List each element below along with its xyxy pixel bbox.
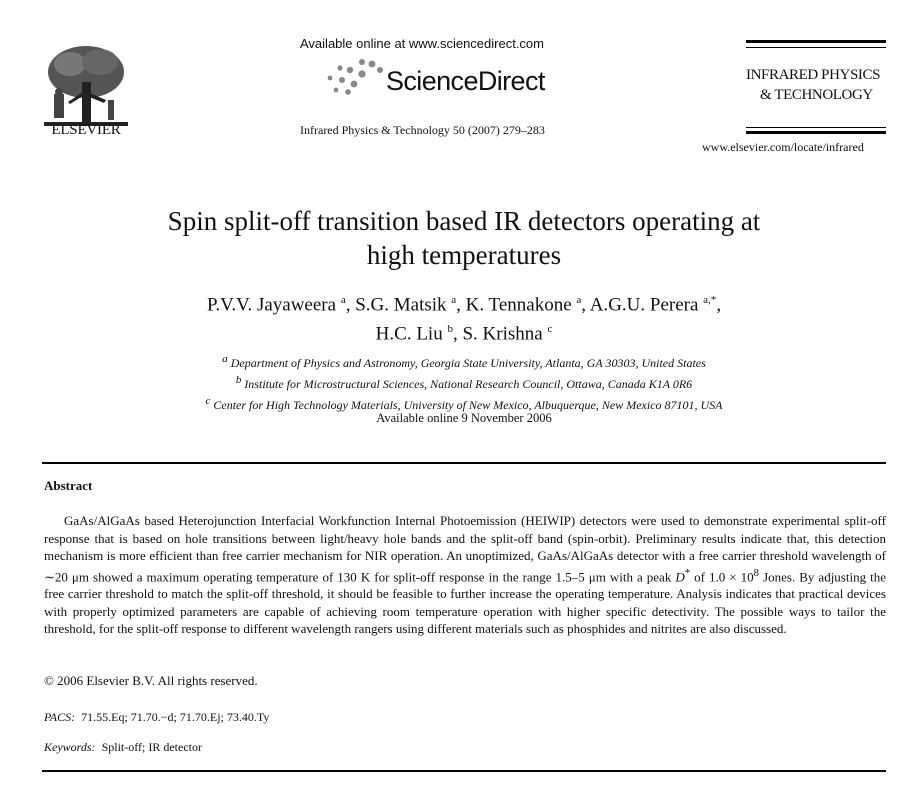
author-affil-mark: a: [340, 294, 346, 306]
affiliation-text: Center for High Technology Materials, University of New Mexico, Albuquerque, New Mexico 87101, USA: [213, 398, 723, 412]
copyright-notice: © 2006 Elsevier B.V. All rights reserved.: [44, 673, 258, 688]
journal-name-line1: INFRARED PHYSICS: [746, 67, 881, 83]
affiliations: [100, 351, 828, 414]
journal-citation: Infrared Physics & Technology 50 (2007) 279–283: [300, 123, 545, 137]
author-separator: ,: [345, 294, 356, 316]
affiliation-text: Institute for Microstructural Sciences, National Research Council, Ottawa, Canada K1A 0R6: [244, 377, 693, 391]
affiliation-mark: a: [222, 353, 228, 365]
author-list: [110, 288, 818, 347]
author-name: S. Krishna: [462, 323, 543, 345]
sciencedirect-wordmark: ScienceDirect: [386, 66, 545, 96]
dstar-symbol: D: [675, 568, 685, 584]
journal-url[interactable]: www.elsevier.com/locate/infrared: [702, 140, 864, 154]
journal-name-line2: & TECHNOLOGY: [760, 87, 873, 103]
affiliation-text: Department of Physics and Astronomy, Georgia State University, Atlanta, GA 30303, United States: [230, 356, 706, 370]
keywords-value: Split-off; IR detector: [101, 740, 202, 754]
author-name: P.V.V. Jayaweera: [206, 294, 337, 316]
affiliation-mark: b: [235, 374, 242, 386]
available-online-notice: Available online at www.sciencedirect.com: [300, 36, 544, 51]
author-affil-mark: a,*: [703, 294, 717, 306]
keywords-label: Keywords:: [44, 740, 96, 754]
abstract-heading: Abstract: [44, 478, 93, 493]
pacs-label: PACS:: [44, 710, 76, 724]
abstract-text-part1: GaAs/AlGaAs based Heterojunction Interfacial Workfunction Internal Photoemission (HEIWIP) detectors were used to demonstrate experimental split-off response that is based on hole transitions between light/heavy hole bands and the split-off band (spin-orbit). Preliminary results indicate that, this detection mechanism is more efficient than free carrier mechanism for NIR operation. An unoptimized, GaAs/AlGaAs detector with a free carrier threshold wavelength of ∼20 μm showed a maximum operating temperature of 130 K for split-off response in the range 1.5–5 μm with a peak: [44, 513, 886, 584]
author-name: A.G.U. Perera: [589, 294, 699, 316]
author-affil-mark: a: [451, 294, 457, 306]
title-line-1: Spin split-off transition based IR detectors operating at: [167, 206, 761, 236]
dstar-superscript: *: [684, 566, 691, 579]
journal-top-rule: [746, 40, 886, 43]
journal-name: [746, 65, 894, 105]
abstract-body: [44, 512, 886, 638]
affiliation-mark: c: [205, 395, 211, 407]
author-separator: ,: [581, 294, 590, 316]
author-name: K. Tennakone: [465, 294, 572, 316]
publisher-name: ELSEVIER: [51, 122, 121, 138]
abstract-text-part3: Jones. By adjusting the free carrier threshold to match the split-off threshold, it should be feasible to further increase the operating temperature. Analysis indicates that practical devices with properly optimized parameters are capable of achieving room temperature operation with higher specific detectivity. The possible ways to tailor the threshold, for the split-off response to different wavelength rangers using different materials such as phosphides and nitrites are also discussed.: [44, 568, 886, 637]
journal-bottom-rule-thin: [746, 127, 886, 128]
journal-top-rule-thin: [746, 47, 886, 48]
abstract-top-rule: [42, 462, 886, 464]
pacs-line: [44, 710, 269, 725]
author-separator: ,: [456, 294, 466, 316]
pacs-value: 71.55.Eq; 71.70.−d; 71.70.Ej; 73.40.Ty: [81, 710, 270, 724]
abstract-text-part2: of 1.0 × 10: [690, 568, 754, 584]
sciencedirect-dots-icon: [322, 58, 388, 96]
available-online-date: Available online 9 November 2006: [376, 411, 552, 425]
author-name: S.G. Matsik: [355, 294, 447, 316]
title-line-2: high temperatures: [366, 240, 562, 270]
affiliation-item: [100, 351, 828, 372]
article-title: [120, 204, 808, 272]
affiliation-item: [100, 372, 828, 393]
author-affil-mark: a: [576, 294, 582, 306]
abstract-bottom-rule: [42, 770, 886, 772]
keywords-line: [44, 740, 202, 755]
author-separator: ,: [716, 294, 722, 316]
elsevier-tree-logo: [40, 42, 132, 130]
author-name: H.C. Liu: [375, 323, 443, 345]
journal-bottom-rule: [746, 131, 886, 134]
author-separator: ,: [452, 323, 463, 345]
author-affil-mark: c: [547, 323, 553, 336]
exponent: 8: [753, 566, 760, 579]
author-affil-mark: b: [447, 323, 453, 336]
